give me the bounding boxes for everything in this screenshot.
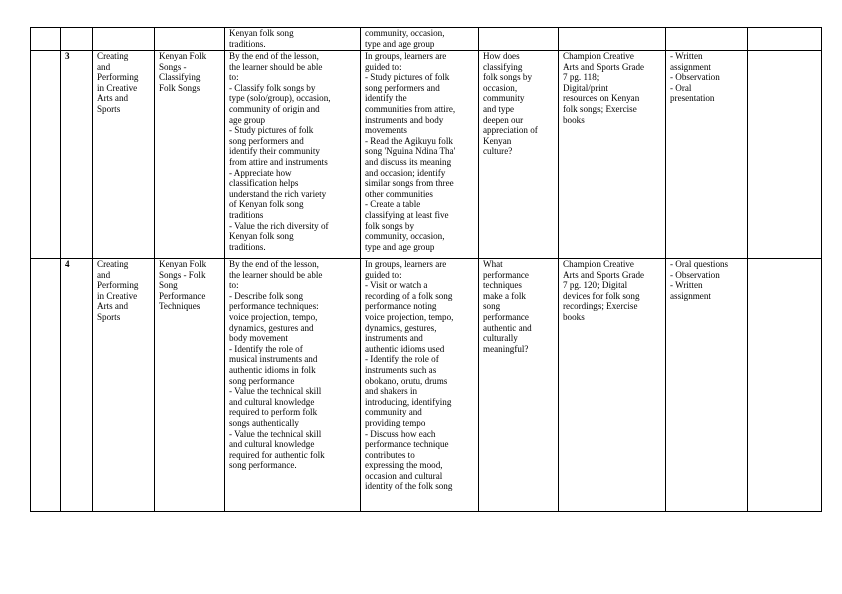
cell-text-line: community [483,93,525,104]
cell-text-line: contributes to [365,449,415,460]
cell-text-line: Sports [97,311,121,322]
table-row [31,51,822,259]
cell-text-line: Arts and Sports Grade [563,61,645,72]
cell-text-line: 7 pg. 118; [563,72,600,83]
cell-text-line: folk songs by [365,220,415,231]
cell-text-line: By the end of the lesson, [229,51,319,61]
cell-text-line: Champion Creative [563,259,634,269]
cell-text-line: Creating [97,259,129,269]
key-inquiry-cell [479,259,559,512]
lesson-cell: 4 [61,259,93,512]
cell-text-line: song performers and [229,135,304,146]
cell-text-line: authentic idioms used [365,343,445,354]
cell-text-line: - Discuss how each [365,428,436,439]
cell-text-line: - Describe folk song [229,290,303,301]
cell-text-line: and shakers in [365,386,418,397]
strand-cell [93,51,155,259]
scheme-of-work-table [30,27,822,512]
cell-text-line: Classifying [159,72,201,83]
sub-strand-cell [155,28,225,51]
cell-text-line: Song [159,280,178,291]
key-inquiry-cell [479,28,559,51]
cell-text-line: Creating [97,51,129,61]
cell-text-line: of Kenyan folk song [229,199,304,210]
cell-text-line: song performance [229,375,295,386]
cell-text-line: performance noting [365,301,437,312]
cell-text-line: voice projection, tempo, [365,311,454,322]
cell-text-line: community and [365,407,422,418]
cell-text-line: community, occasion, [365,28,445,38]
cell-text-line: providing tempo [365,417,426,428]
cell-text-line: occasion, [483,82,518,93]
cell-text-line: musical instruments and [229,354,318,365]
cell-text-line: type and age group [365,241,435,252]
cell-text-line: from attire and instruments [229,156,328,167]
cell-text-line: traditions. [229,241,266,252]
cell-text-line: Kenyan Folk [159,259,207,269]
cell-text-line: age group [229,114,266,125]
cell-text-line: song 'Nguina Ndina Tha' [365,146,456,157]
cell-text-line: type and age group [365,38,435,49]
cell-text-line: Kenyan folk song [229,231,294,242]
cell-text-line: and cultural knowledge [229,439,315,450]
cell-text-line: - Written [670,280,703,291]
cell-text-line: - Classify folk songs by [229,82,316,93]
cell-text-line: community, occasion, [365,231,445,242]
cell-text-line: introducing, identifying [365,396,452,407]
learning-outcomes-cell [225,51,361,259]
cell-text-line: in Creative [97,290,138,301]
cell-text-line: In groups, learners are [365,259,447,269]
cell-text-line: Arts and Sports Grade [563,269,645,280]
cell-text-line: assignment [670,61,711,72]
cell-text-line: meaningful? [483,343,529,354]
cell-text-line: - Identify the role of [229,343,303,354]
cell-text-line: required for authentic folk [229,449,325,460]
cell-text-line: assignment [670,290,711,301]
table-row [31,28,822,51]
assessment-cell [666,28,748,51]
cell-text-line: obokano, orutu, drums [365,375,448,386]
cell-text-line: and cultural knowledge [229,396,315,407]
cell-text-line: appreciation of [483,125,538,136]
resources-cell [559,51,666,259]
cell-text-line: resources on Kenyan [563,93,640,104]
cell-text-line: the learner should be able [229,61,323,72]
lesson-cell: 3 [61,51,93,259]
cell-text-line: similar songs from three [365,178,454,189]
cell-text-line: techniques [483,280,522,291]
cell-text-line: devices for folk song [563,290,640,301]
cell-text-line: - Value the technical skill [229,428,322,439]
sub-strand-cell [155,51,225,259]
cell-text-line: - Value the technical skill [229,386,322,397]
cell-text-line: folk songs by [483,72,533,83]
cell-text-line: What [483,259,503,269]
cell-text-line: in Creative [97,82,138,93]
cell-text-line: understand the rich variety [229,188,327,199]
cell-text-line: Arts and [97,301,129,312]
cell-text-line: performance [483,311,529,322]
resources-cell [559,259,666,512]
remarks-cell [748,259,822,512]
cell-text-line: and [97,269,111,280]
cell-text-line: deepen our [483,114,524,125]
cell-text-line: folk songs; Exercise [563,103,637,114]
cell-text-line: - Observation [670,269,720,280]
cell-text-line: Performing [97,280,139,291]
cell-text-line: culture? [483,146,513,157]
cell-text-line: Digital/print [563,82,608,93]
cell-text-line: identify the [365,93,407,104]
learning-outcomes-cell [225,28,361,51]
cell-text-line: song performers and [365,82,440,93]
remarks-cell [748,28,822,51]
cell-text-line: and discuss its meaning [365,156,452,167]
cell-text-line: community of origin and [229,103,320,114]
cell-text-line: to: [229,72,239,83]
cell-text-line: books [563,114,585,125]
strand-cell [93,259,155,512]
cell-text-line: - Value the rich diversity of [229,220,329,231]
cell-text-line: recording of a folk song [365,290,453,301]
cell-text-line: traditions [229,209,264,220]
cell-text-line: presentation [670,93,715,104]
cell-text-line: recordings; Exercise [563,301,638,312]
cell-text-line: the learner should be able [229,269,323,280]
cell-text-line: communities from attire, [365,103,456,114]
cell-text-line: Champion Creative [563,51,634,61]
cell-text-line: to: [229,280,239,291]
learning-experiences-cell [361,28,479,51]
cell-text-line: performance technique [365,439,449,450]
cell-text-line: classifying at least five [365,209,449,220]
cell-text-line: expressing the mood, [365,460,443,471]
cell-text-line: type (solo/group), occasion, [229,93,331,104]
cell-text-line: In groups, learners are [365,51,447,61]
strand-cell [93,28,155,51]
cell-text-line: classification helps [229,178,299,189]
cell-text-line: - Oral questions [670,259,729,269]
learning-outcomes-cell [225,259,361,512]
cell-text-line: Kenyan folk song [229,28,294,38]
cell-text-line: - Study pictures of folk [229,125,314,136]
cell-text-line: guided to: [365,61,402,72]
cell-text-line: and occasion; identify [365,167,446,178]
cell-text-line: body movement [229,333,288,344]
remarks-cell [748,51,822,259]
cell-text-line: traditions. [229,38,266,49]
cell-text-line: songs authentically [229,417,299,428]
cell-text-line: instruments and body [365,114,444,125]
cell-text-line: voice projection, tempo, [229,311,318,322]
assessment-cell [666,259,748,512]
cell-text-line: and [97,61,111,72]
lesson-cell [61,28,93,51]
sub-strand-cell [155,259,225,512]
cell-text-line: required to perform folk [229,407,318,418]
cell-text-line: - Observation [670,72,720,83]
cell-text-line: classifying [483,61,523,72]
week-cell [31,28,61,51]
cell-text-line: - Written [670,51,703,61]
cell-text-line: 7 pg. 120; Digital [563,280,628,291]
cell-text-line: - Create a table [365,199,421,210]
learning-experiences-cell [361,259,479,512]
cell-text-line: Arts and [97,93,129,104]
cell-text-line: guided to: [365,269,402,280]
cell-text-line: and type [483,103,515,114]
cell-text-line: Kenyan Folk [159,51,207,61]
cell-text-line: movements [365,125,407,136]
cell-text-line: dynamics, gestures, [365,322,437,333]
cell-text-line: How does [483,51,520,61]
cell-text-line: Sports [97,103,121,114]
cell-text-line: Songs - [159,61,187,72]
cell-text-line: culturally [483,333,518,344]
cell-text-line: song performance. [229,460,297,471]
resources-cell [559,28,666,51]
table-row [31,259,822,512]
cell-text-line: instruments such as [365,364,437,375]
cell-text-line: Songs - Folk [159,269,206,280]
cell-text-line: other communities [365,188,433,199]
cell-text-line: - Read the Agikuyu folk [365,135,453,146]
key-inquiry-cell [479,51,559,259]
cell-text-line: song [483,301,501,312]
cell-text-line: - Visit or watch a [365,280,428,291]
cell-text-line: performance [483,269,529,280]
cell-text-line: - Appreciate how [229,167,292,178]
learning-experiences-cell [361,51,479,259]
cell-text-line: performance techniques: [229,301,319,312]
cell-text-line: identity of the folk song [365,481,453,492]
cell-text-line: - Identify the role of [365,354,439,365]
cell-text-line: make a folk [483,290,526,301]
cell-text-line: authentic idioms in folk [229,364,316,375]
cell-text-line: Kenyan [483,135,512,146]
cell-text-line: - Study pictures of folk [365,72,450,83]
assessment-cell [666,51,748,259]
cell-text-line: dynamics, gestures and [229,322,314,333]
cell-text-line: By the end of the lesson, [229,259,319,269]
cell-text-line: Performance [159,290,206,301]
cell-text-line: identify their community [229,146,320,157]
cell-text-line: authentic and [483,322,532,333]
cell-text-line: Techniques [159,301,201,312]
cell-text-line: occasion and cultural [365,470,443,481]
week-cell [31,51,61,259]
cell-text-line: instruments and [365,333,423,344]
cell-text-line: Performing [97,72,139,83]
cell-text-line: Folk Songs [159,82,201,93]
cell-text-line: - Oral [670,82,692,93]
cell-text-line: books [563,311,585,322]
week-cell [31,259,61,512]
